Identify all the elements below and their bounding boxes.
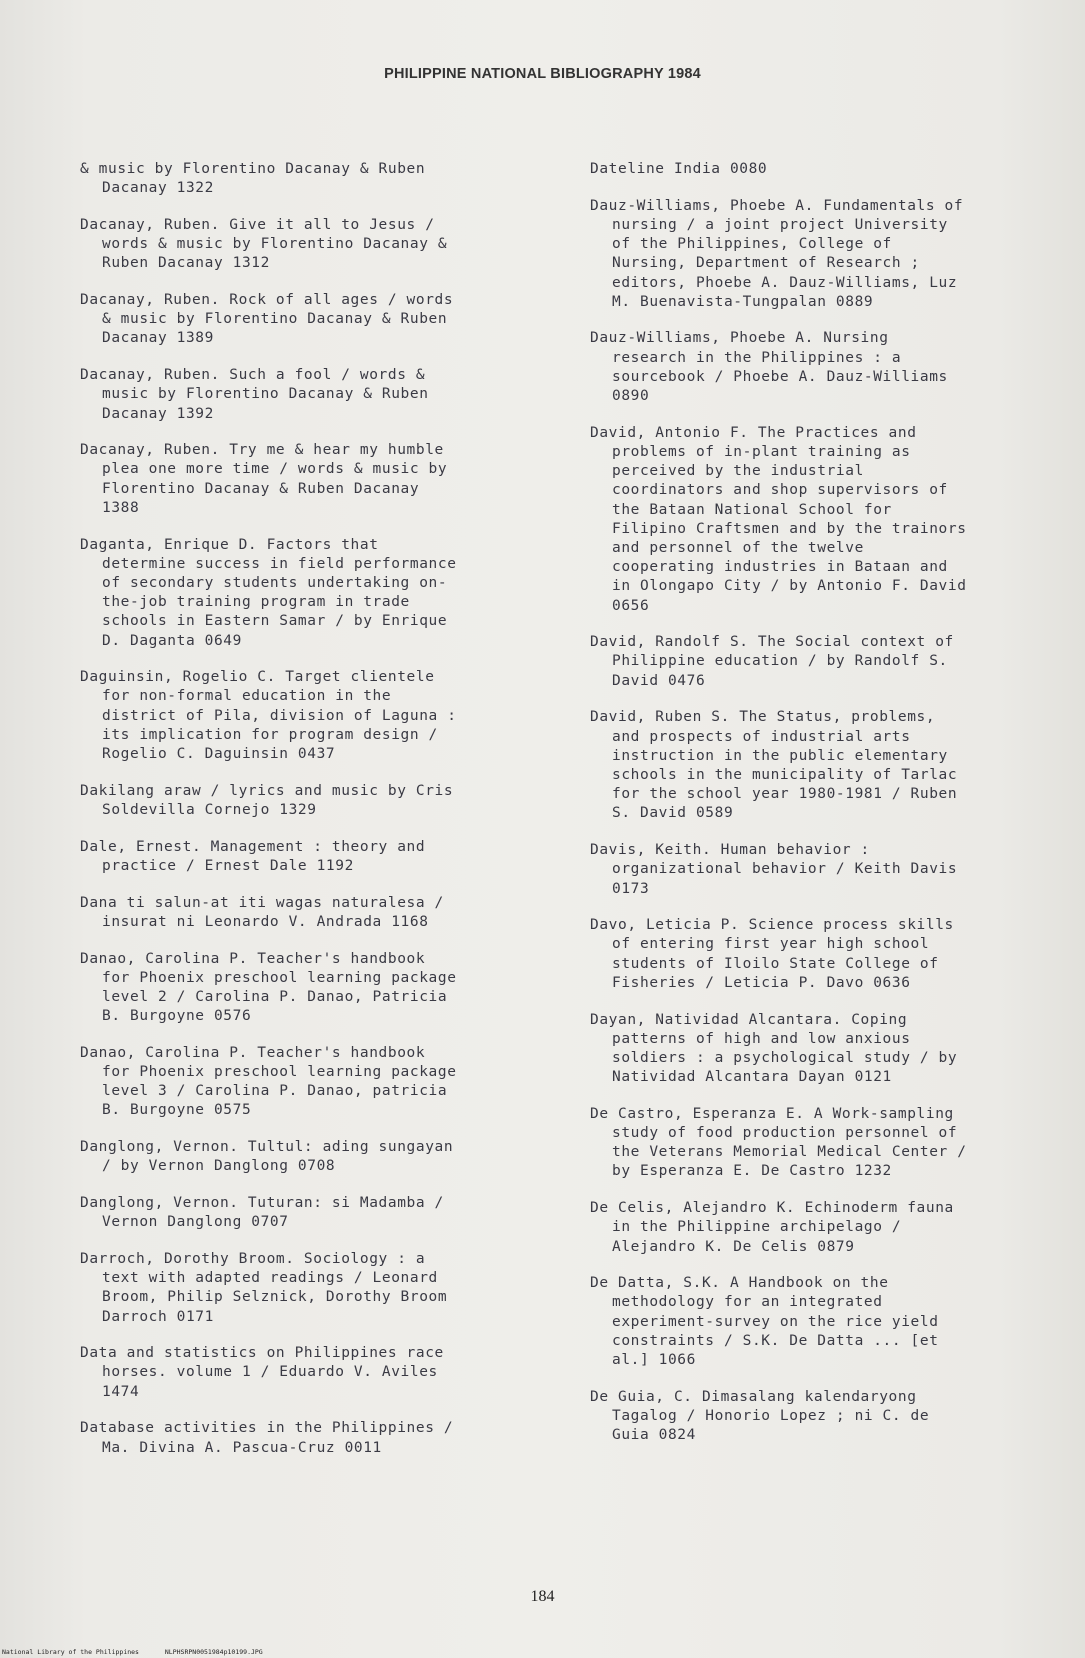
bibliography-entry: Davo, Leticia P. Science process skills of entering first year high school students of Iloilo State College of Fisheries / Leticia P. Davo 0636 [590,917,954,991]
footer-file: NLPHSRPN0051984p10199.JPG [164,1648,263,1656]
bibliography-entry: Dale, Ernest. Management : theory and practice / Ernest Dale 1192 [80,838,426,874]
bibliography-entry: De Castro, Esperanza E. A Work-sampling study of food production personnel of the Veterans Memorial Medical Center / by Esperanza E. De Castro 1232 [590,1105,967,1180]
bibliography-entry: De Celis, Alejandro K. Echinoderm fauna in the Philippine archipelago / Alejandro K. De Celis 0879 [590,1200,954,1255]
bibliography-entry: Dauz-Williams, Phoebe A. Fundamentals of nursing / a joint project University of the Philippines, College of Nursing, Department of Research ; editors, Phoebe A. Dauz-Williams, Luz M. Buenavista-Tungpalan 0889 [590,197,964,310]
page-number: 184 [530,1588,555,1605]
bibliography-entry: Dauz-Williams, Phoebe A. Nursing research in the Philippines : a sourcebook / Phoebe A. Dauz-Williams 0890 [590,330,948,405]
page-header: PHILIPPINE NATIONAL BIBLIOGRAPHY 1984 [384,66,701,82]
bibliography-entry: Dayan, Natividad Alcantara. Coping patterns of high and low anxious soldiers : a psychological study / by Natividad Alcantara Dayan 0121 [590,1011,958,1086]
bibliography-entry: & music by Florentino Dacanay & Ruben Dacanay 1322 [80,161,426,197]
bibliography-entry: De Guia, C. Dimasalang kalendaryong Tagalog / Honorio Lopez ; ni C. de Guia 0824 [590,1388,930,1444]
bibliography-entry: Danglong, Vernon. Tuturan: si Madamba / Vernon Danglong 0707 [80,1195,444,1231]
bibliography-entry: Dacanay, Ruben. Give it all to Jesus / words & music by Florentino Dacanay & Ruben Dacanay 1312 [80,216,448,272]
bibliography-entry: Database activities in the Philippines / Ma. Divina A. Pascua-Cruz 0011 [80,1420,454,1456]
bibliography-entry: David, Randolf S. The Social context of Philippine education / by Randolf S. David 0476 [590,634,954,689]
bibliography-entry: Davis, Keith. Human behavior : organizational behavior / Keith Davis 0173 [590,842,958,897]
bibliography-entry: Dacanay, Ruben. Rock of all ages / words & music by Florentino Dacanay & Ruben Dacanay 1389 [80,292,454,347]
bibliography-entry: Danao, Carolina P. Teacher's handbook for Phoenix preschool learning package level 2 / Carolina P. Danao, Patricia B. Burgoyne 0576 [80,950,457,1025]
bibliography-entry: Dateline India 0080 [590,161,768,177]
bibliography-entry: Daganta, Enrique D. Factors that determine success in field performance of secondary students undertaking on- the-job training program in trade schools in Eastern Samar / by Enrique D. Daganta 0649 [80,536,457,649]
bibliography-entry: Data and statistics on Philippines race horses. volume 1 / Eduardo V. Aviles 1474 [80,1345,444,1400]
right-column [590,160,1050,1463]
bibliography-entry: Darroch, Dorothy Broom. Sociology : a text with adapted readings / Leonard Broom, Philip Selznick, Dorothy Broom Darroch 0171 [80,1250,448,1325]
bibliography-entry: Daguinsin, Rogelio C. Target clientele for non-formal education in the district of Pila, division of Laguna : its implication for program design / Rogelio C. Daguinsin 0437 [80,669,457,763]
bibliography-entry: Danglong, Vernon. Tultul: ading sungayan / by Vernon Danglong 0708 [80,1139,454,1175]
footer-library: National Library of the Philippines [2,1648,139,1656]
bibliography-entry: Dakilang araw / lyrics and music by Cris Soldevilla Cornejo 1329 [80,782,454,818]
bibliography-entry: David, Ruben S. The Status, problems, and prospects of industrial arts instruction in the public elementary schools in the municipality of Tarlac for the school year 1980-1981 / Ruben S. David 0589 [590,709,958,822]
bibliography-entry: Dacanay, Ruben. Try me & hear my humble plea one more time / words & music by Florentino Dacanay & Ruben Dacanay 1388 [80,442,448,516]
bibliography-entry: De Datta, S.K. A Handbook on the methodology for an integrated experiment-survey on the rice yield constraints / S.K. De Datta ... [et al.] 1066 [590,1275,939,1369]
bibliography-entry: Dacanay, Ruben. Such a fool / words & music by Florentino Dacanay & Ruben Dacanay 1392 [80,367,429,422]
scan-footer [2,1648,285,1656]
bibliography-entry: David, Antonio F. The Practices and problems of in-plant training as perceived by the industrial coordinators and shop supervisors of the Bataan National School for Filipino Craftsmen and by the trainors and personnel of the twelve cooperating industries in Bataan and in Olongapo City / by Antonio F. David 0656 [590,424,967,614]
left-column [80,160,550,1475]
bibliography-entry: Danao, Carolina P. Teacher's handbook for Phoenix preschool learning package level 3 / Carolina P. Danao, patricia B. Burgoyne 0575 [80,1044,457,1119]
bibliography-entry: Dana ti salun-at iti wagas naturalesa / insurat ni Leonardo V. Andrada 1168 [80,894,444,930]
